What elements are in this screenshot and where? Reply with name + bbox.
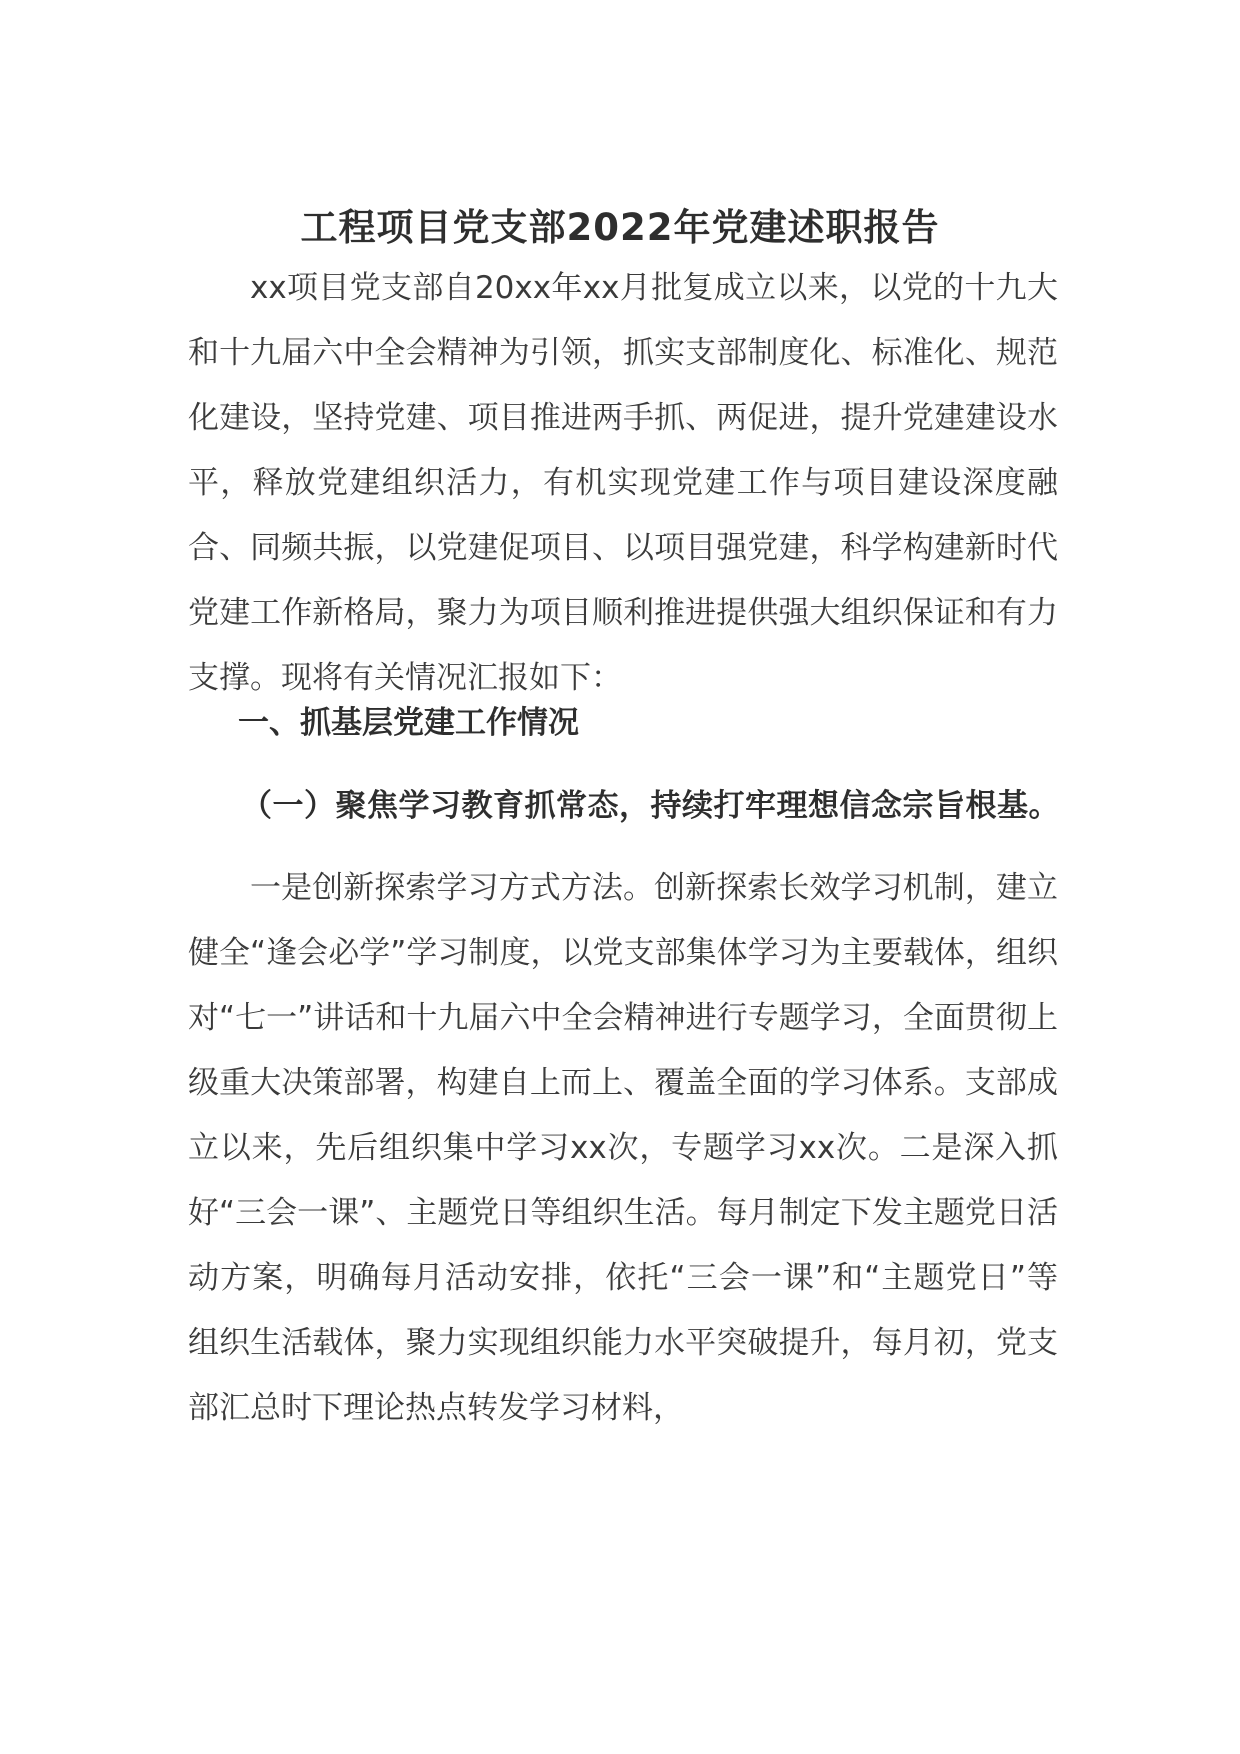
body-paragraph: 一是创新探索学习方式方法。创新探索长效学习机制，建立健全“逢会必学”学习制度，以党支部集体学习为主要载体，组织对“七一”讲话和十九届六中全会精神进行专题学习，全面贯彻上级重大决策部署，构建自上而上、覆盖全面的学习体系。支部成立以来，先后组织集中学习xx次，专题学习xx次。二是深入抓好“三会一课”、主题党日等组织生活。每月制定下发主题党日活动方案，明确每月活动安排，依托“三会一课”和“主题党日”等组织生活载体，聚力实现组织能力水平突破提升，每月初，党支部汇总时下理论热点转发学习材料， [188,870,1058,1426]
intro-section [188,256,1058,711]
intro-paragraph: xx项目党支部自20xx年xx月批复成立以来，以党的十九大和十九届六中全会精神为引领，抓实支部制度化、标准化、规范化建设，坚持党建、项目推进两手抓、两促进，提升党建建设水平，释放党建组织活力，有机实现党建工作与项目建设深度融合、同频共振，以党建促项目、以项目强党建，科学构建新时代党建工作新格局，聚力为项目顺利推进提供强大组织保证和有力支撑。现将有关情况汇报如下： [188,270,1058,696]
document-title: 工程项目党支部2022年党建述职报告 [300,206,940,249]
section-heading-1: 一、抓基层党建工作情况 [238,705,579,741]
subsection-heading-1-1: （一）聚焦学习教育抓常态，持续打牢理想信念宗旨根基。 [241,788,1060,824]
section-body [188,856,1058,1441]
